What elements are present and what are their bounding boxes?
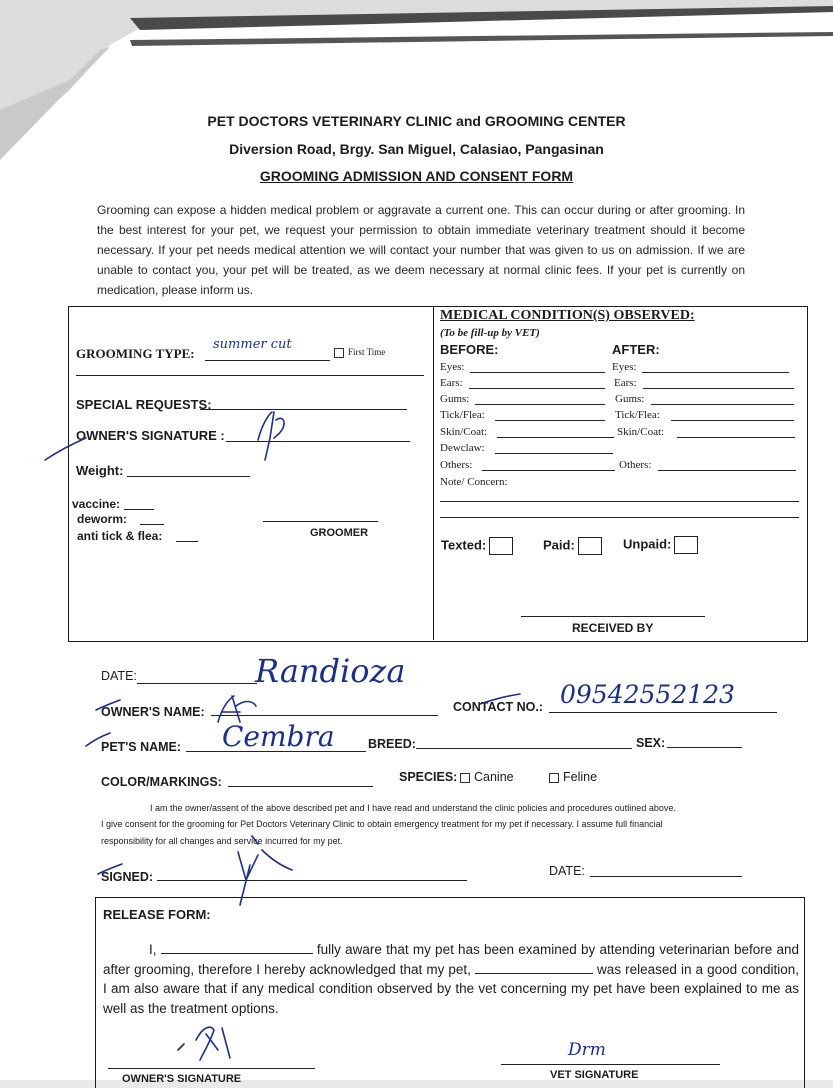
after-label: AFTER: bbox=[612, 342, 660, 357]
vet-signature-label: VET SIGNATURE bbox=[550, 1069, 639, 1081]
after-ears-line[interactable] bbox=[643, 388, 794, 389]
feline-checkbox[interactable] bbox=[549, 773, 559, 783]
date-line[interactable] bbox=[137, 683, 257, 684]
canine-checkbox[interactable] bbox=[460, 773, 470, 783]
consent-date-line[interactable] bbox=[590, 876, 742, 877]
release-owner-name-line[interactable] bbox=[161, 941, 313, 954]
before-gums-line[interactable] bbox=[475, 404, 605, 405]
note-line-2[interactable] bbox=[440, 517, 799, 518]
medical-title: MEDICAL CONDITION(S) OBSERVED: bbox=[440, 308, 695, 323]
contact-value[interactable]: 09542552123 bbox=[560, 680, 735, 709]
pets-name-label: PET'S NAME: bbox=[101, 740, 182, 754]
before-dewclaw-label: Dewclaw: bbox=[440, 442, 485, 454]
clinic-address: Diversion Road, Brgy. San Miguel, Calasiao, Pangasinan bbox=[229, 141, 604, 157]
after-others-line[interactable] bbox=[658, 470, 796, 471]
unpaid-field[interactable] bbox=[623, 536, 698, 554]
contact-label: CONTACT NO.: bbox=[453, 700, 544, 714]
before-ears-label: Ears: bbox=[440, 377, 463, 389]
texted-label: Texted: bbox=[441, 537, 487, 553]
panel-divider bbox=[433, 306, 434, 640]
release-text-1: I, bbox=[149, 942, 161, 957]
note-line-1[interactable] bbox=[440, 501, 799, 502]
before-eyes-label: Eyes: bbox=[440, 361, 465, 373]
breed-line[interactable] bbox=[416, 748, 632, 749]
consent-line-2: I give consent for the grooming for Pet Doctors Veterinary Clinic to obtain emergency treatment for my pet if necessary. I assume full financial bbox=[101, 819, 663, 829]
special-requests-label: SPECIAL REQUESTS: bbox=[76, 397, 212, 412]
species-label: SPECIES: bbox=[399, 770, 458, 784]
form-title: GROOMING ADMISSION AND CONSENT FORM bbox=[259, 168, 574, 184]
before-others-line[interactable] bbox=[482, 470, 615, 471]
unpaid-checkbox[interactable] bbox=[674, 536, 698, 554]
first-time-label: First Time bbox=[348, 347, 386, 357]
after-gums-label: Gums: bbox=[615, 393, 645, 405]
grooming-type-line bbox=[205, 360, 330, 361]
before-skin-line[interactable] bbox=[497, 437, 614, 438]
sex-line[interactable] bbox=[667, 747, 742, 748]
after-gums-line[interactable] bbox=[651, 404, 794, 405]
after-tick-line[interactable] bbox=[671, 420, 794, 421]
before-label: BEFORE: bbox=[440, 342, 499, 357]
feline-option[interactable] bbox=[549, 770, 597, 784]
before-tick-label: Tick/Flea: bbox=[440, 409, 485, 421]
date-label: DATE: bbox=[101, 669, 137, 683]
intro-paragraph: Grooming can expose a hidden medical problem or aggravate a current one. This can occur during or after grooming. In the best interest for your pet, we request your permission to obtain immediate veterinary treatment should it become necessary. If your pet needs medical attention we will contact your number that was given to us on admission. If we are unable to contact you, your pet will be treated, as we deem necessary at normal clinic fees. If your pet is currently on medication, please inform us. bbox=[97, 203, 745, 297]
weight-line[interactable] bbox=[127, 476, 250, 477]
contact-line[interactable] bbox=[549, 712, 777, 713]
deworm-label: deworm: bbox=[77, 512, 128, 526]
deworm-line[interactable] bbox=[140, 524, 164, 525]
special-requests-line[interactable] bbox=[200, 409, 407, 410]
anti-tick-line[interactable] bbox=[176, 541, 198, 542]
canine-option[interactable] bbox=[460, 770, 514, 784]
after-eyes-line[interactable] bbox=[642, 372, 789, 373]
before-ears-line[interactable] bbox=[469, 388, 605, 389]
release-owner-signature-label: OWNER'S SIGNATURE bbox=[122, 1073, 242, 1085]
consent-line-3: responsibility for all changes and service incurred for my pet. bbox=[101, 836, 343, 846]
owners-signature-line[interactable] bbox=[226, 441, 410, 442]
release-title: RELEASE FORM: bbox=[103, 907, 211, 922]
grooming-extra-line bbox=[76, 375, 424, 376]
color-markings-label: COLOR/MARKINGS: bbox=[101, 775, 222, 789]
clinic-name: PET DOCTORS VETERINARY CLINIC and GROOMING CENTER bbox=[207, 113, 626, 129]
before-dewclaw-line[interactable] bbox=[495, 453, 613, 454]
groomer-label: GROOMER bbox=[310, 527, 369, 539]
texted-field[interactable] bbox=[441, 537, 513, 555]
first-time-checkbox[interactable] bbox=[334, 347, 385, 358]
sex-label: SEX: bbox=[636, 736, 666, 750]
consent-line-1: I am the owner/assent of the above described pet and I have read and understand the clinic policies and procedures outlined above. bbox=[150, 803, 676, 813]
breed-label: BREED: bbox=[368, 737, 416, 751]
release-owner-signature-line[interactable] bbox=[108, 1068, 315, 1069]
after-tick-label: Tick/Flea: bbox=[615, 409, 660, 421]
medical-subtitle: (To be fill-up by VET) bbox=[440, 327, 540, 339]
received-by-line[interactable] bbox=[521, 616, 705, 617]
vet-signature-line[interactable] bbox=[501, 1064, 720, 1065]
note-label: Note/ Concern: bbox=[440, 476, 508, 488]
anti-tick-label: anti tick & flea: bbox=[77, 529, 163, 543]
consent-date-label: DATE: bbox=[549, 864, 585, 878]
owners-name-initial bbox=[218, 696, 256, 722]
weight-label: Weight: bbox=[76, 463, 124, 478]
first-time-box[interactable] bbox=[334, 348, 344, 358]
paid-field[interactable] bbox=[543, 537, 602, 555]
texted-checkbox[interactable] bbox=[489, 537, 513, 555]
paid-checkbox[interactable] bbox=[578, 537, 602, 555]
after-others-label: Others: bbox=[619, 459, 652, 471]
after-skin-label: Skin/Coat: bbox=[617, 426, 665, 438]
received-by-label: RECEIVED BY bbox=[572, 621, 654, 635]
paid-label: Paid: bbox=[543, 537, 575, 553]
before-eyes-line[interactable] bbox=[470, 372, 605, 373]
pets-name-value[interactable]: Cembra bbox=[222, 720, 335, 753]
before-skin-label: Skin/Coat: bbox=[440, 426, 488, 438]
owners-name-label: OWNER'S NAME: bbox=[101, 705, 205, 719]
before-gums-label: Gums: bbox=[440, 393, 470, 405]
after-eyes-label: Eyes: bbox=[612, 361, 637, 373]
grooming-type-value[interactable]: summer cut bbox=[213, 337, 292, 352]
owners-name-line[interactable] bbox=[211, 715, 438, 716]
after-skin-line[interactable] bbox=[677, 437, 795, 438]
release-text-3: was released in a good condition, I am also aware that if any medical condition observed by the vet concerning my pet have been explained to me as well as the treatment options. bbox=[103, 961, 799, 1016]
feline-label: Feline bbox=[563, 770, 598, 784]
vaccine-label: vaccine: bbox=[72, 497, 121, 511]
owners-name-value[interactable]: Randioza bbox=[255, 652, 406, 690]
owners-signature-label: OWNER'S SIGNATURE : bbox=[76, 428, 225, 443]
signed-line[interactable] bbox=[157, 880, 467, 881]
before-tick-line[interactable] bbox=[495, 420, 605, 421]
groomer-signature-line[interactable] bbox=[263, 521, 378, 522]
after-ears-label: Ears: bbox=[614, 377, 637, 389]
grooming-type-label: GROOMING TYPE: bbox=[76, 346, 195, 361]
canine-label: Canine bbox=[474, 770, 514, 784]
color-markings-line[interactable] bbox=[228, 786, 373, 787]
release-paragraph bbox=[103, 940, 799, 1018]
vet-handwritten-initials: Drm bbox=[568, 1040, 606, 1060]
release-pet-name-line[interactable] bbox=[475, 961, 593, 974]
vaccine-line[interactable] bbox=[124, 509, 154, 510]
unpaid-label: Unpaid: bbox=[623, 536, 672, 552]
release-text-2: fully aware that my pet has been examined by attending veterinarian before and after grooming, therefore I hereby acknowledged that my pet, bbox=[103, 942, 799, 977]
before-others-label: Others: bbox=[440, 459, 473, 471]
signed-label: SIGNED: bbox=[101, 870, 154, 884]
